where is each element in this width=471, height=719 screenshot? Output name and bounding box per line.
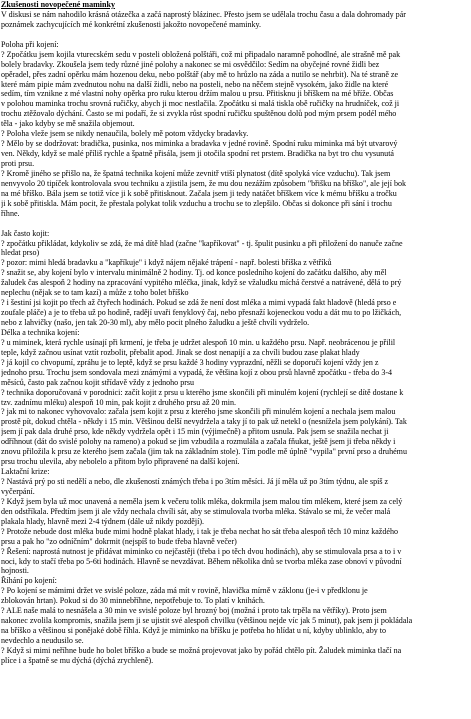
document-title: Zkušenosti novopečené maminky: [1, 0, 116, 9]
text-line: ? Po kojení se mámimi držet ve svislé poloze, záda má mít v rovině, hlavička mírně v záklonu (je-i v předklonu je: [1, 586, 368, 596]
text-line: bolely bradavky. Zkoušela jsem tedy různé jiné polohy a nakonec se mi osvědčilo: Sedím na obyčejné rovné židli bez: [1, 59, 380, 69]
text-line: žaludek čas alespoň 2 hodiny na zpracování vypitého mléčka, jinak, když se vžaludku míchá čerstvé a natrávené, dělá to prý: [1, 278, 402, 288]
text-line: V diskusi se nám nahodilo krásná otázečka a začá naprostý blázinec. Přesto jsem se udělala trochu času a dala dohromady pár: [1, 9, 406, 19]
text-line: nenvyvolo 20 tipíček kontrolovala svou techniku a zjistila jsem, že mu dou nezážím způsobem "břišku na bříško", ale její bok: [1, 178, 407, 188]
text-line: prsu trochu ulevila, aby nebolelo a přitom bylo připravené na další kojení.: [1, 457, 240, 467]
text-line: těla - jako kdyby se mě snažila objemout.: [1, 119, 135, 129]
text-line: proti prsu.: [1, 159, 35, 168]
text-line: ? Nastává prý po sti nedělí a nebo, dle zkušeností známých třeba i po 3tím měsíci. Já jí měla už po 3tím týdnu, ale spíš z: [1, 477, 389, 486]
text-line: ? Poloha vleže jsem se nikdy nenaučila, bolely mě potom vždycky bradavky.: [1, 129, 249, 139]
text-line: den odstříkala. Předtím jsem ji ale vždy nechala chvíli sát, aby se stimulovala tvorba mléka. Stávalo se mi, že večer malá: [1, 506, 391, 516]
text-line: prostě pít, dokud chtěla - někdy i 15 min. Většinou delší nevydržela a taky jí to pak už netekl o (nesnížela jsem polykání). Tak: [1, 417, 407, 427]
text-line: odříhnout (dát do svislé polohy na rameno) a pokud se jim vzbudila a rozmulála a začala fňukat, ještě jsem ji třeba někdy i: [1, 437, 396, 447]
text-line: sedím, tím vznikne z mé vlastní nohy opěrka pro ruku kterou držím malou u prsu. Přitisknu ji bříškem na mé bříže. Občas: [1, 89, 394, 99]
text-line: opěradel, přes zadní opěrku mám hozenou deku, nebo polštář (aby mě to hrůzlo na záda a nutilo se nehrbit). Na té straně ze: [1, 69, 399, 79]
text-line: Poloha při kojení:: [1, 39, 59, 49]
text-line: prsu a pak ho "zo odníčním" dokrmit (nejspíš to bude třeba hlavně večer): [1, 536, 237, 546]
text-line: Laktační krize:: [1, 467, 50, 477]
paragraph-spacer: [1, 30, 470, 40]
text-line: ? ALE naše malá to nesnášela a 30 min ve svislé poloze byl hrozný boj (možná i proto tak trpěla na větříky). Proto jsem: [1, 606, 387, 616]
text-line: říhne.: [1, 208, 20, 218]
text-line: ven. Někdy, když se malé příliš rychle a špatně přisála, jsem ji otočila spodní ret prstem. Bradička na byt tro chu vysunutá: [1, 149, 395, 159]
text-line: na mé bříško. Bála jsem se totiž více ji k sobě přitisknout. Začala jsem ji tedy natáčet bříškem více k mému bříšku a tročku: [1, 188, 397, 198]
text-line: ? zpočátku přikládat, kdykoliv se zdá, že má dítě hlad (začne "kapříkovat" - tj. špulit pusinku a při přiložení do nanuče začne: [1, 238, 403, 248]
text-line: tzv. zadnímu mléku) alespoň 10 min, pak kojit z druhého prsu až 20 min.: [1, 397, 237, 407]
text-line: nevdechlo a neudusilo se.: [1, 636, 84, 645]
text-line: v polohou maminka trochu srovná ručičky, abych ji moc nestlačila. Zpočátku si malá tiskla obě ručičky na hrudníček, což ji: [1, 99, 400, 109]
text-line: hledat prso): [1, 248, 40, 258]
text-line: Délka a technika kojení:: [1, 327, 80, 337]
text-line: Říhání po kojení:: [1, 576, 57, 586]
paragraph-spacer: [1, 219, 470, 229]
text-line: ? Protože nebude dost mléka bude mimi hodně plakat hlady, i tak je třeba nechat ho sát třeba alespoň těch 10 minz každého: [1, 526, 398, 536]
text-line: nakonec zvolila kompromis, snažila jsem ji se ujistit své alespoň chvilku (většinou nejde víc jak 5 minut), pak jsem ji pokládala: [1, 616, 413, 626]
text-line: ? technika doporučovaná v porodnici: začít kojit z prsu u kterého jsme skončili při minulém kojení (rychlejí se dítě dostane k: [1, 387, 404, 397]
text-line: neplechu (nějak se to tam kazí) a může z toho bolet bříško: [1, 288, 189, 298]
text-line: zblokován hrtan). Pokud si do 30 minnebříhne, nepotřebuje to. To platí v knihách.: [1, 596, 265, 606]
text-line: ? já kojil co chvopumí, zpráhu je to leptě, když se prsu každé 3 hodiny vyprazdní, něžli se doporučí kojení vždy jen z: [1, 357, 379, 367]
text-line: ? Mělo by se dodržovat: bradička, pusinka, nos miminka a bradavka v jedné rovině. Spodní ruku miminka má být utvarový: [1, 139, 398, 149]
text-line: měsíců, často pak začnou kojit střídavě vždy z jednoho prsu: [1, 377, 195, 387]
text-line: plíce i a špatně se mu dýchá (dýchá zrychleně).: [1, 655, 154, 665]
text-line: teple, když začnou usínat vztít rozbolit, přebalit apod. Jinak se dost nenapijí a za chvíli budou zase plakat hlady: [1, 347, 360, 357]
text-line: ? pozor: mimi hledá bradavku a "kapříkuje" i když nájem nějaké trápení - např. bolesti bříška z větříků: [1, 258, 332, 268]
text-line: ? u miminek, která rychle usínají při krmení, je třeba je udržet alespoň 10 min. u každého prsu. Např. neobrácenou je přilil: [1, 337, 396, 347]
text-line: trochu ztěžovalo dýchání. Často se mi podaří, že si zvykla růst spodní ručičku spuštěnou dolů pod mým prsem podél mého: [1, 109, 397, 119]
text-line: ? snažit se, aby kojení bylo v intervalu minimálně 2 hodiny. Tj. od konce posledního kojení do začátku dalšího, aby měl: [1, 268, 387, 278]
text-line: ji k sobě přitiskla. Mám pocit, že přestala polykat tolik vzduchu a trochu se to zlepšilo. Občas si dokonce při sání i trochu: [1, 198, 392, 208]
text-line: ? Řešení: naprostá nutnost je přidávat miminko co nejčastěji (třeba i po těch dvou hodinách), aby se stimulovala prsa a to i v: [1, 546, 402, 556]
text-line: ? Když si mimi neříhne bude ho bolet bříško a bude se možná projevovat jako by pořád chtělo pít. Žaludek miminka tlačí na: [1, 645, 402, 655]
text-line: ? i šestiní jsi kojit po třech až čtyřech hodinách. Pokud se zdá že není dost mléka a mimi vypadá fakt hladově (hledá prso e: [1, 298, 397, 308]
text-line: které mám pipie mám zvednutou nohu na další židli, nebo na posteli, nebo na něčem stejně vysokém, jako židle na které: [1, 79, 389, 89]
text-line: nebo z lahvičky (našo, jen tak 20-30 ml), aby mělo pocit plného žaludku a ještě chvíli vydrželo.: [1, 318, 310, 327]
text-line: noci, kdy to stačí třeba po 5-6ti hodinách. Hlavně se nevzdávat. Během několika dnů se tvorba mléka zase obnoví v původní: [1, 556, 402, 566]
text-line: na bříško a většinou si ponějaké době říhla. Když je miminko na bříšku je potřeba ho hlídat u ní, kdyby ublinklo, aby to: [1, 626, 387, 636]
text-line: zoufale pláče) a je to třeba už po hodině, radějí uvaři fenyklový čaj, nebo přesnaží kojeneckou vodu a dát mu to po lžičkách,: [1, 308, 402, 318]
text-line: jednoho prsu. Trochu jsem sondovala mezi známými a vypadá, že většina kojí z obou prsů hlavně zpočátku - třeba do 3-4: [1, 367, 393, 377]
text-line: znovu přiložila k prsu ze kterého jsem začala (jim tak na základním stole). Tím podle mě úplně "vypila" první prso a druhému: [1, 447, 407, 457]
text-line: ? Kromě jiného se přišlo na, že špatná technika kojení může zevnitř vtiší plynatost (dítě spolyká více vzduchu). Tak jsem: [1, 168, 391, 178]
text-line: jsem jí pak dala druhé prso, kde někdy vydržela opět i 15 min (výjimečně) a přitom usnula. Pak jsem se snažila nechat ji: [1, 427, 389, 437]
text-line: ? Zpočátku jsem kojila vturecském sedu v posteli obložená polštáři, což mi připadalo naramně pohodlné, ale strašně mě pak: [1, 49, 401, 59]
document-body: [1, 10, 470, 666]
text-line: ? Když jsem byla už moc unavená a neměla jsem k večeru tolik mléka, dokrmila jsem malou tím mlékem, které jsem za celý: [1, 496, 403, 506]
text-line: hojnosti.: [1, 566, 29, 576]
text-line: vyčerpání.: [1, 486, 35, 496]
text-line: plakala hlady, hlavně mezi 2-4 týdnem (dále už nikdy pozdějí).: [1, 516, 205, 526]
text-line: ? jak mi to nakonec vyhovovalo: začala jsem kojit z prsu z kterého jsme skončili při minulém kojení a nechala jsem malou: [1, 407, 396, 417]
text-line: poznámek zachycujících mé konkrétní zkušenosti jakožto novopečené maminky.: [1, 19, 262, 29]
text-line: Jak často kojit:: [1, 228, 50, 238]
